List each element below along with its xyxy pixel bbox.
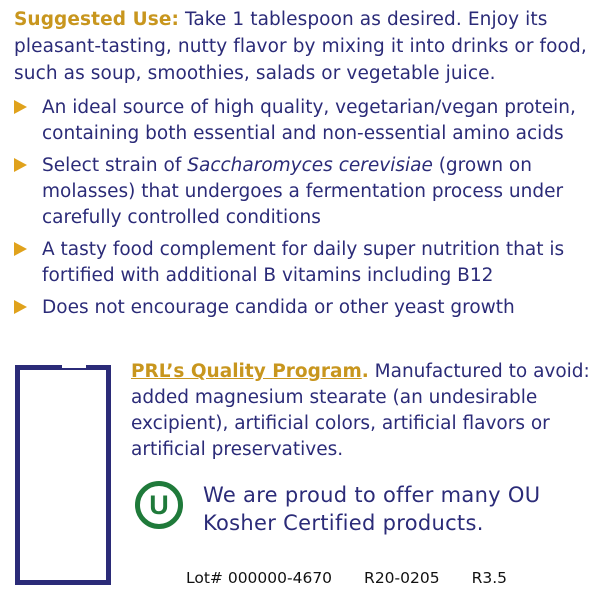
kosher-logo-letter: U	[149, 490, 169, 520]
feature-text-after: (grown on molasses) that undergoes a fermentation process under carefully controlled conditions	[42, 155, 564, 228]
quality-period: .	[361, 361, 369, 382]
feature-text: A tasty food complement for daily super nutrition that is fortified with additional B vitamins including B12	[42, 239, 565, 286]
quality-program-link[interactable]: PRL’s Quality Program	[131, 361, 362, 382]
feature-item-protein	[14, 95, 589, 147]
species-name: Saccharomyces cerevisiae	[187, 155, 433, 176]
feature-item-strain	[14, 153, 589, 231]
suggested-use-text: Take 1 tablespoon as desired. Enjoy its pleasant-tasting, nutty flavor by mixing it into drinks or food, such as soup, smoothies, salads or vegetable juice.	[14, 9, 587, 84]
quality-paragraph	[131, 359, 591, 463]
feature-text: An ideal source of high quality, vegetarian/vegan protein, containing both essential and non-essential amino acids	[42, 97, 576, 144]
arrow-bullet-icon	[14, 158, 27, 172]
suggested-use-label: Suggested Use:	[14, 9, 179, 30]
arrow-bullet-icon	[14, 100, 27, 114]
feature-item-nutrition	[14, 237, 589, 289]
arrow-bullet-icon	[14, 300, 27, 314]
feature-list	[14, 95, 589, 327]
lot-number: Lot# 000000-4670	[186, 569, 333, 587]
product-code: R20-0205	[364, 569, 440, 587]
revision: R3.5	[471, 569, 508, 587]
ou-kosher-icon	[134, 480, 184, 530]
feature-text-before: Select strain of	[42, 155, 188, 176]
arrow-bullet-icon	[14, 242, 27, 256]
lot-line	[186, 569, 539, 587]
feature-text: Does not encourage candida or other yeast growth	[42, 297, 515, 318]
suggested-use-paragraph	[14, 6, 589, 87]
kosher-statement: We are proud to offer many OU Kosher Certified products.	[203, 483, 541, 535]
feature-item-candida	[14, 295, 589, 321]
quality-text: Manufactured to avoid: added magnesium stearate (an undesirable excipient), artificial colors, artificial flavors or artificial preservatives.	[131, 361, 590, 460]
label-panel-box	[15, 365, 111, 585]
box-notch	[62, 363, 86, 368]
